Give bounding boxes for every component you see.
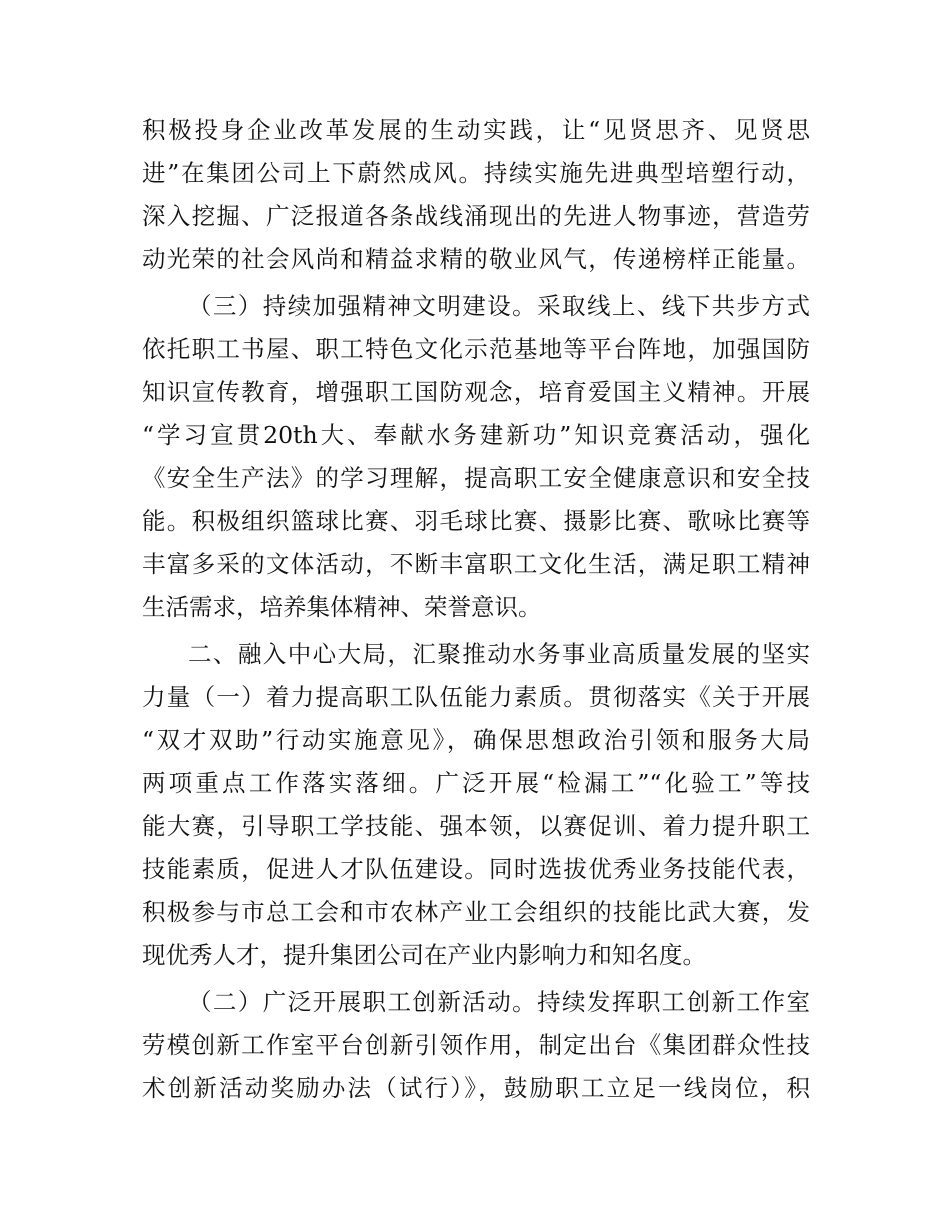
text-line: 两项重点工作落实落细。广泛开展“检漏工”“化验工”等技 <box>142 769 810 797</box>
text-line: 《安全生产法》的学习理解，提高职工安全健康意识和安全技 <box>142 464 810 492</box>
text-line: “学习宣贯20th大、奉献水务建新功”知识竞赛活动，强化 <box>142 421 810 449</box>
text-line: 进”在集团公司上下蔚然成风。持续实施先进典型培塑行动， <box>142 159 810 187</box>
text-line: 二、融入中心大局，汇聚推动水务事业高质量发展的坚实 <box>188 640 810 668</box>
text-line: 积极参与市总工会和市农林产业工会组织的技能比武大赛，发 <box>142 898 810 926</box>
text-line: 劳模创新工作室平台创新引领作用，制定出台《集团群众性技 <box>142 1031 810 1059</box>
text-line: 能大赛，引导职工学技能、强本领，以赛促训、着力提升职工 <box>142 812 810 840</box>
text-line: 动光荣的社会风尚和精益求精的敬业风气，传递榜样正能量。 <box>142 245 810 273</box>
text-line: （三）持续加强精神文明建设。采取线上、线下共步方式 <box>188 292 810 320</box>
text-line: 现优秀人才，提升集团公司在产业内影响力和知名度。 <box>142 941 706 969</box>
text-line: 术创新活动奖励办法（试行）》，鼓励职工立足一线岗位，积 <box>142 1074 810 1102</box>
text-line: “双才双助”行动实施意见》，确保思想政治引领和服务大局 <box>142 726 810 754</box>
text-line: 技能素质，促进人才队伍建设。同时选拔优秀业务技能代表， <box>142 855 810 883</box>
text-line: 丰富多采的文体活动，不断丰富职工文化生活，满足职工精神 <box>142 550 810 578</box>
text-line: 依托职工书屋、职工特色文化示范基地等平台阵地，加强国防 <box>142 335 810 363</box>
text-line: 深入挖掘、广泛报道各条战线涌现出的先进人物事迹，营造劳 <box>142 202 810 230</box>
text-line: 生活需求，培养集体精神、荣誉意识。 <box>142 593 542 621</box>
text-line: （二）广泛开展职工创新活动。持续发挥职工创新工作室 <box>188 988 810 1016</box>
text-line: 能。积极组织篮球比赛、羽毛球比赛、摄影比赛、歌咏比赛等 <box>142 507 810 535</box>
text-line: 积极投身企业改革发展的生动实践，让“见贤思齐、见贤思 <box>142 116 810 144</box>
text-line: 知识宣传教育，增强职工国防观念，培育爱国主义精神。开展 <box>142 378 810 406</box>
text-line: 力量（一）着力提高职工队伍能力素质。贯彻落实《关于开展 <box>142 683 810 711</box>
